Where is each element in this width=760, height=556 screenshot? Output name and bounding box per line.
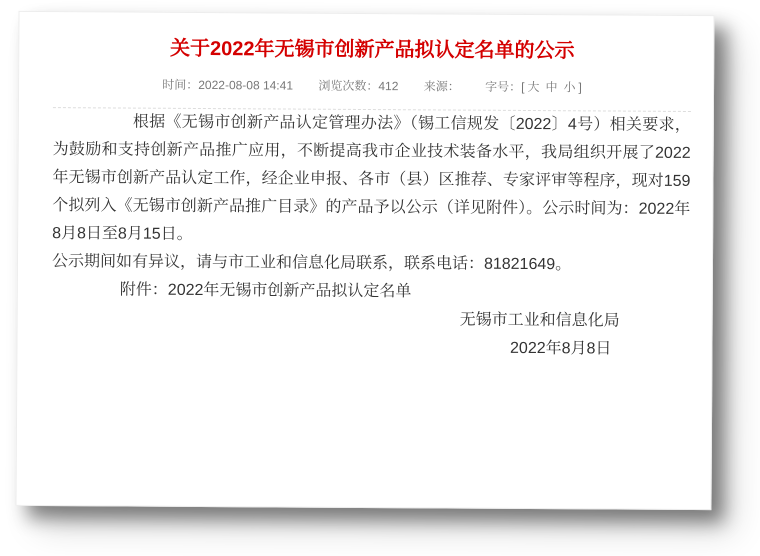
attachment-line — [52, 276, 690, 308]
announcement-page — [15, 11, 714, 510]
attachment-link[interactable]: 2022年无锡市创新产品拟认定名单 — [167, 281, 412, 301]
fontsize-small-button[interactable]: 小 — [563, 80, 576, 95]
fontsize-bracket-close: ] — [578, 80, 582, 95]
meta-source-label: 来源： — [423, 79, 460, 94]
meta-time — [162, 78, 293, 93]
signature-date: 2022年8月8日 — [510, 339, 612, 358]
page-title: 关于2022年无锡市创新产品拟认定名单的公示 — [169, 37, 575, 63]
fontsize-bracket-open: [ — [521, 79, 525, 94]
meta-fontsize — [485, 80, 582, 95]
meta-views-value: 412 — [378, 79, 399, 94]
fontsize-medium-button[interactable]: 中 — [545, 80, 558, 95]
body-paragraph-2: 公示期间如有异议，请与市工业和信息化局联系，联系电话：81821649。 — [51, 253, 572, 274]
meta-fontsize-label: 字号： — [485, 79, 522, 94]
meta-views-label: 浏览次数： — [318, 78, 379, 94]
meta-source — [424, 79, 460, 93]
meta-bar — [53, 76, 691, 97]
meta-views — [318, 79, 398, 93]
meta-time-value: 2022-08-08 14:41 — [198, 77, 294, 93]
meta-time-label: 时间： — [162, 77, 199, 92]
signature: 无锡市工业和信息化局 — [459, 311, 620, 330]
fontsize-large-button[interactable]: 大 — [527, 79, 540, 95]
announcement-body — [51, 108, 691, 364]
attachment-label: 附件： — [119, 281, 168, 299]
body-paragraph-1: 根据《无锡市创新产品认定管理办法》（锡工信规发〔2022〕4号）相关要求，为鼓励和支持创新产品推广应用，不断提高我市企业技术装备水平，我局组织开展了2022年无锡市创新产品认定工作，经企业申报、各市（县）区推荐、专家评审等程序，现对159个拟列入《无锡市创新产品推广目录》的产品予以公示（详见附件）。公示时间为：2022年8月8日至8月15日。 — [52, 113, 691, 243]
